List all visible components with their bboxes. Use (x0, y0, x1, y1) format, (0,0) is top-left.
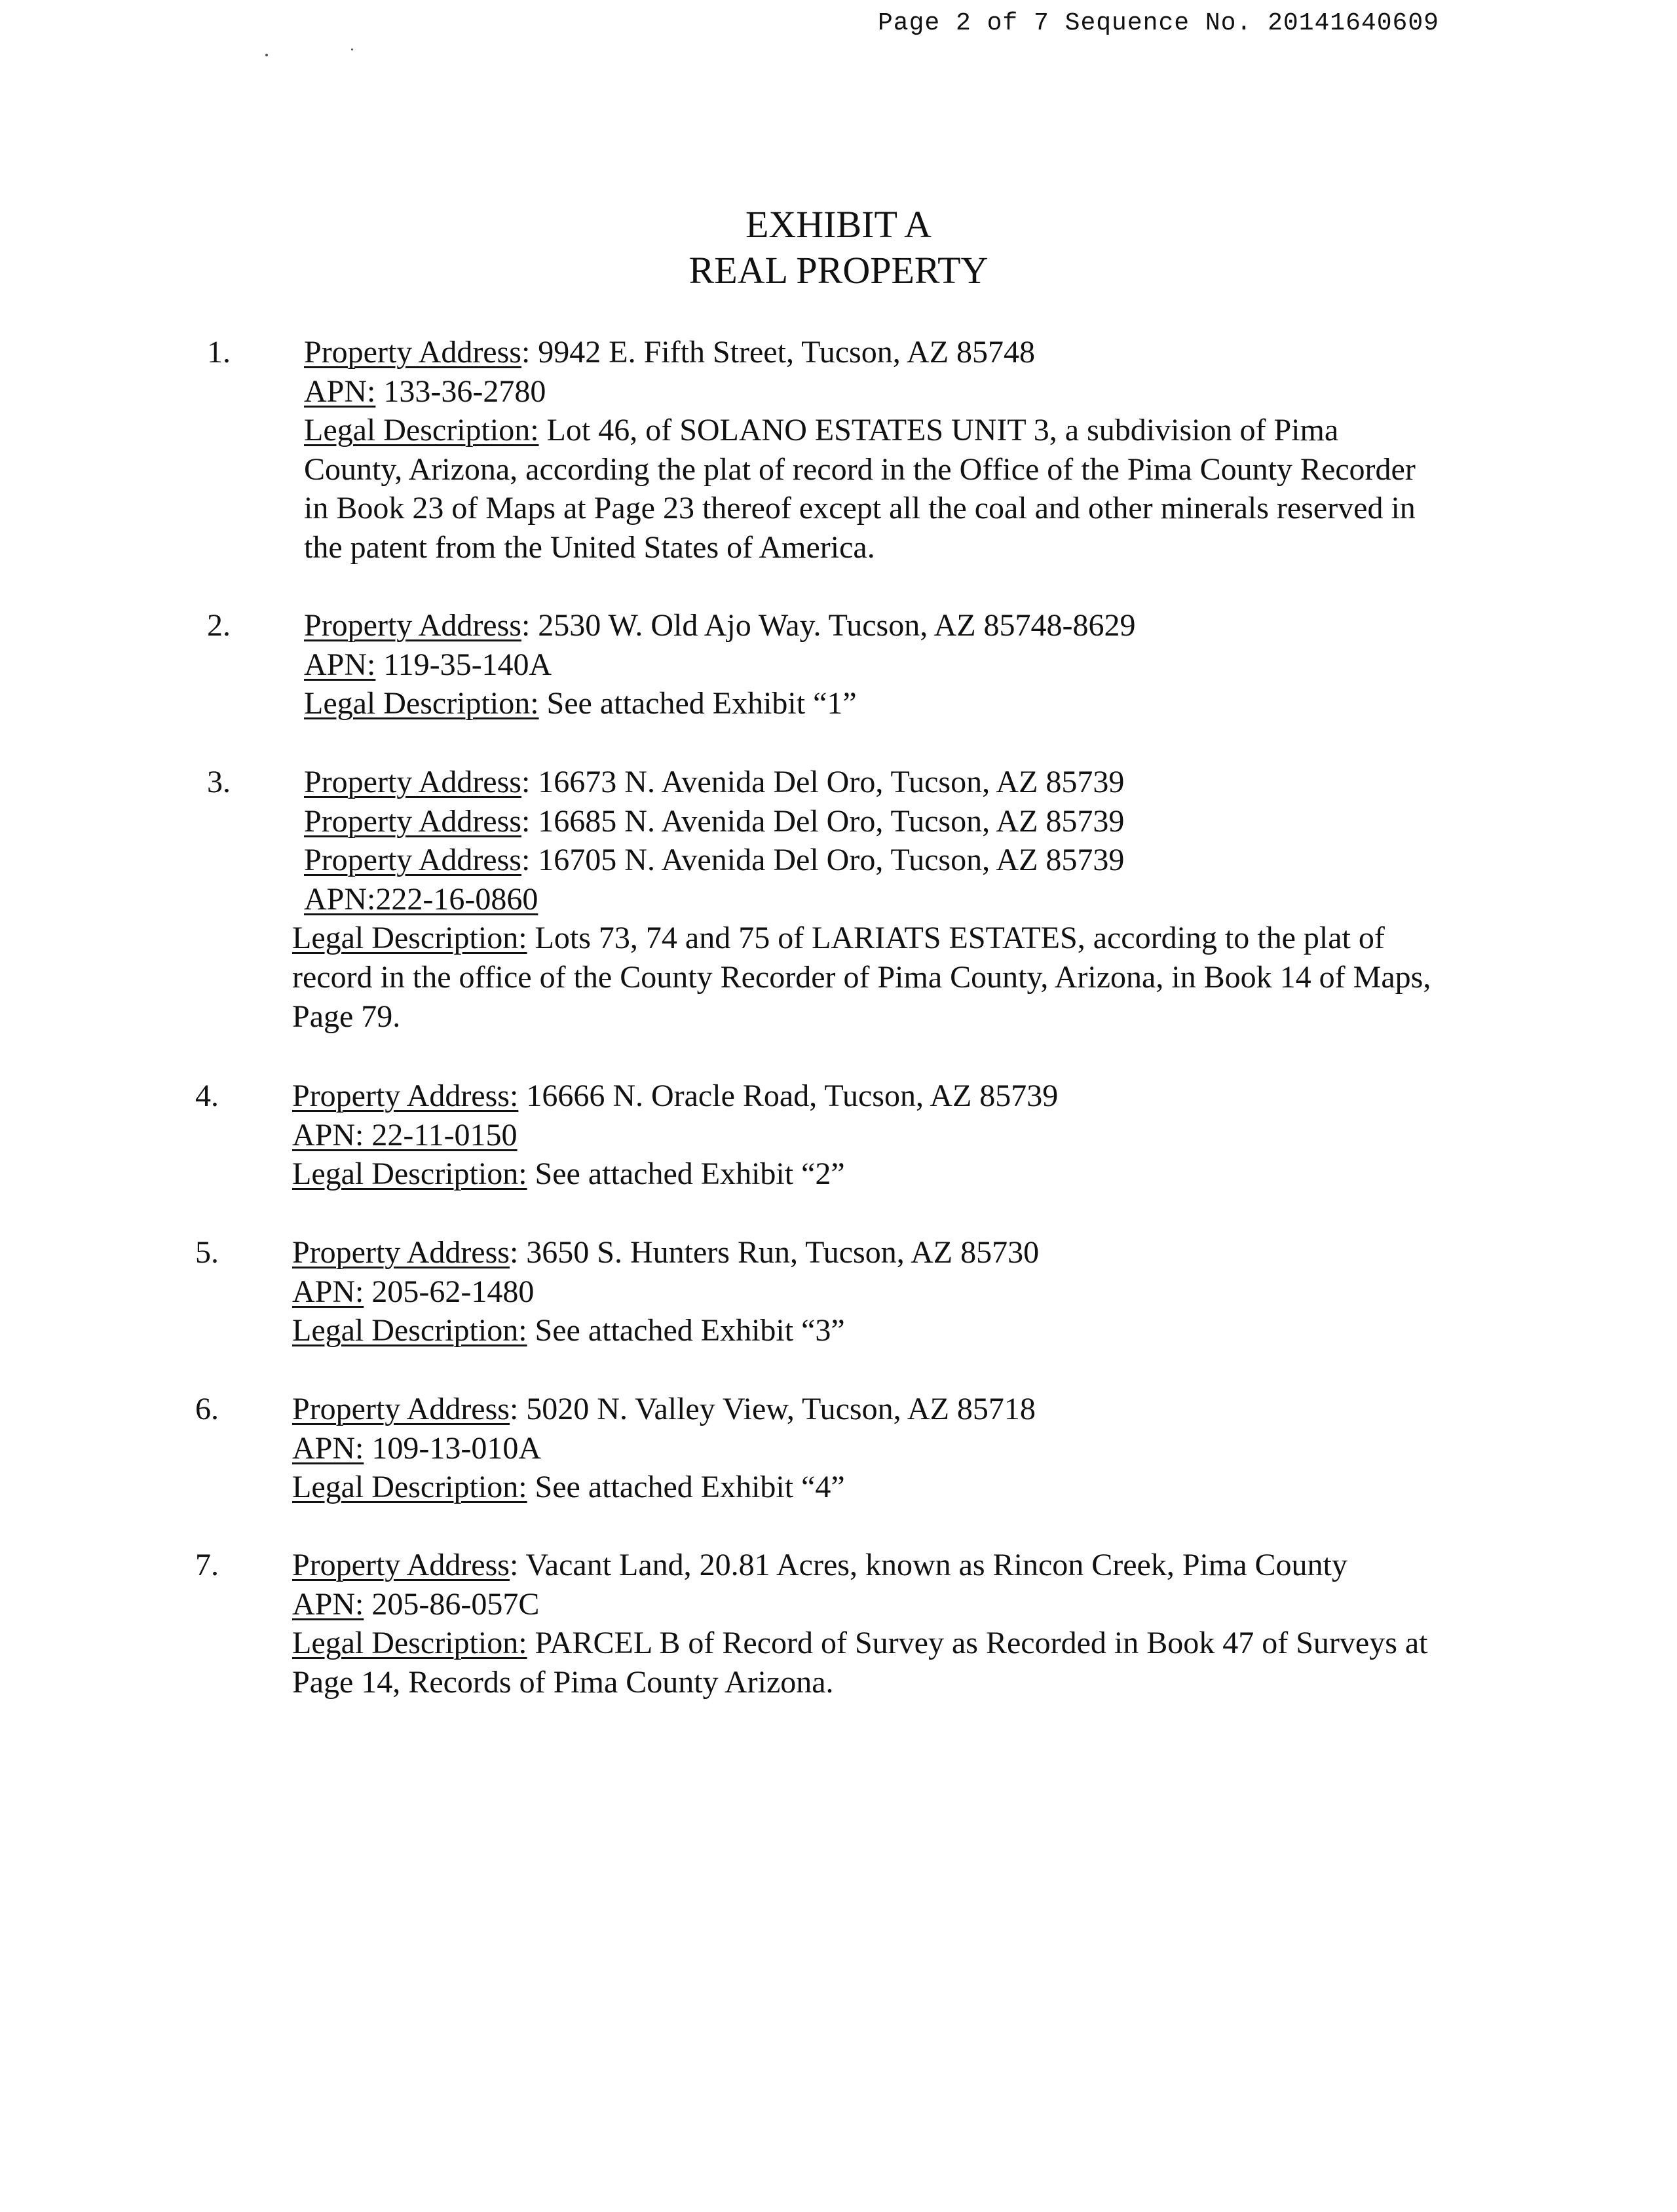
legal-description-line (292, 1154, 845, 1194)
property-address-value: : 16673 N. Avenida Del Oro, Tucson, AZ 85739 (521, 765, 1125, 799)
property-address-value: : 5020 N. Valley View, Tucson, AZ 85718 (509, 1392, 1036, 1426)
legal-description-label: Legal Description: (292, 1470, 527, 1505)
property-address-line (304, 606, 1136, 645)
property-address-line (304, 841, 1124, 880)
legal-description-text: See attached Exhibit “1” (538, 686, 857, 721)
legal-description-text: in Book 23 of Maps at Page 23 thereof except all the coal and other minerals reserved in (304, 491, 1416, 526)
apn-label: APN: (304, 373, 376, 409)
apn-value: 109-13-010A (364, 1430, 541, 1466)
property-address-value: : 16705 N. Avenida Del Oro, Tucson, AZ 85739 (521, 843, 1125, 878)
legal-description-text: See attached Exhibit “4” (527, 1470, 845, 1505)
apn-label: APN: (304, 647, 376, 682)
legal-description-line (292, 1311, 845, 1350)
property-address-line (292, 1077, 1058, 1116)
apn-label: APN: (292, 1430, 364, 1466)
scan-speck (351, 48, 353, 50)
apn-value: 133-36-2780 (375, 373, 546, 409)
apn-value: 205-86-057C (364, 1586, 540, 1622)
property-address-line (292, 1233, 1039, 1272)
legal-description-text: Page 14, Records of Pima County Arizona. (292, 1664, 834, 1700)
legal-description-label: Legal Description: (304, 686, 539, 721)
apn-label: APN: (292, 1274, 364, 1309)
scan-speck (265, 54, 268, 56)
property-address-line (304, 763, 1124, 802)
apn-line (304, 645, 552, 685)
exhibit-title: EXHIBIT A (745, 203, 932, 246)
legal-description-label: Legal Description: (292, 1156, 527, 1192)
apn-line (292, 1429, 541, 1468)
legal-description-text: the patent from the United States of America. (304, 530, 875, 565)
entry-number: 3. (207, 765, 231, 799)
legal-description-text: See attached Exhibit “3” (527, 1313, 845, 1348)
apn-value: 205-62-1480 (364, 1274, 535, 1309)
legal-description-text: See attached Exhibit “2” (527, 1156, 845, 1192)
legal-description-text: record in the office of the County Recorder of Pima County, Arizona, in Book 14 of Maps, (292, 960, 1431, 995)
property-address-label: Property Address (292, 1548, 510, 1582)
legal-description-line (292, 919, 1385, 958)
apn-line (292, 1585, 539, 1624)
legal-description-text: Lots 73, 74 and 75 of LARIATS ESTATES, according to the plat of (527, 921, 1385, 956)
property-address-label: Property Address (304, 335, 521, 370)
property-address-line (304, 802, 1124, 841)
legal-description-label: Legal Description: (292, 1626, 527, 1661)
apn-line: APN:222-16-0860 (304, 881, 538, 917)
page-header-stamp: Page 2 of 7 Sequence No. 20141640609 (878, 9, 1439, 37)
entry-number: 5. (195, 1235, 219, 1270)
property-address-label: Property Address (304, 803, 521, 839)
exhibit-subtitle: REAL PROPERTY (688, 249, 989, 292)
property-address-label: Property Address (292, 1392, 510, 1426)
apn-line (292, 1272, 534, 1312)
legal-description-line (304, 684, 857, 723)
entry-number: 2. (207, 608, 231, 643)
entry-number: 1. (207, 335, 231, 370)
property-address-value: : 3650 S. Hunters Run, Tucson, AZ 85730 (509, 1235, 1040, 1270)
property-address-line (304, 333, 1035, 372)
property-address-value: 16666 N. Oracle Road, Tucson, AZ 85739 (518, 1078, 1059, 1113)
legal-description-line (304, 411, 1338, 450)
apn-label: APN: (292, 1586, 364, 1622)
property-address-value: : 9942 E. Fifth Street, Tucson, AZ 85748 (521, 335, 1036, 370)
legal-description-label: Legal Description: (292, 1313, 527, 1348)
property-address-label: Property Address (292, 1235, 510, 1270)
legal-description-label: Legal Description: (304, 413, 539, 448)
legal-description-text: Lot 46, of SOLANO ESTATES UNIT 3, a subdivision of Pima (538, 413, 1339, 448)
property-address-label: Property Address (304, 843, 521, 878)
apn-value: 119-35-140A (375, 647, 552, 682)
property-address-label: Property Address (304, 608, 521, 643)
property-address-label: Property Address: (292, 1078, 519, 1113)
entry-number: 4. (195, 1078, 219, 1113)
legal-description-text: County, Arizona, according the plat of record in the Office of the Pima County Recorder (304, 451, 1416, 487)
legal-description-text: PARCEL B of Record of Survey as Recorded in Book 47 of Surveys at (527, 1626, 1428, 1661)
legal-description-line (292, 1468, 845, 1507)
legal-description-label: Legal Description: (292, 921, 527, 956)
property-address-line (292, 1390, 1036, 1429)
property-address-line (292, 1546, 1347, 1585)
entry-number: 7. (195, 1548, 219, 1582)
property-address-value: : 2530 W. Old Ajo Way. Tucson, AZ 85748-8629 (521, 608, 1136, 643)
apn-line (304, 372, 546, 411)
legal-description-text: Page 79. (292, 999, 401, 1034)
property-address-label: Property Address (304, 765, 521, 799)
entry-number: 6. (195, 1392, 219, 1426)
property-address-value: : 16685 N. Avenida Del Oro, Tucson, AZ 85739 (521, 803, 1125, 839)
property-address-value: : Vacant Land, 20.81 Acres, known as Rincon Creek, Pima County (509, 1548, 1347, 1582)
legal-description-line (292, 1624, 1428, 1663)
apn-line: APN: 22-11-0150 (292, 1117, 518, 1153)
